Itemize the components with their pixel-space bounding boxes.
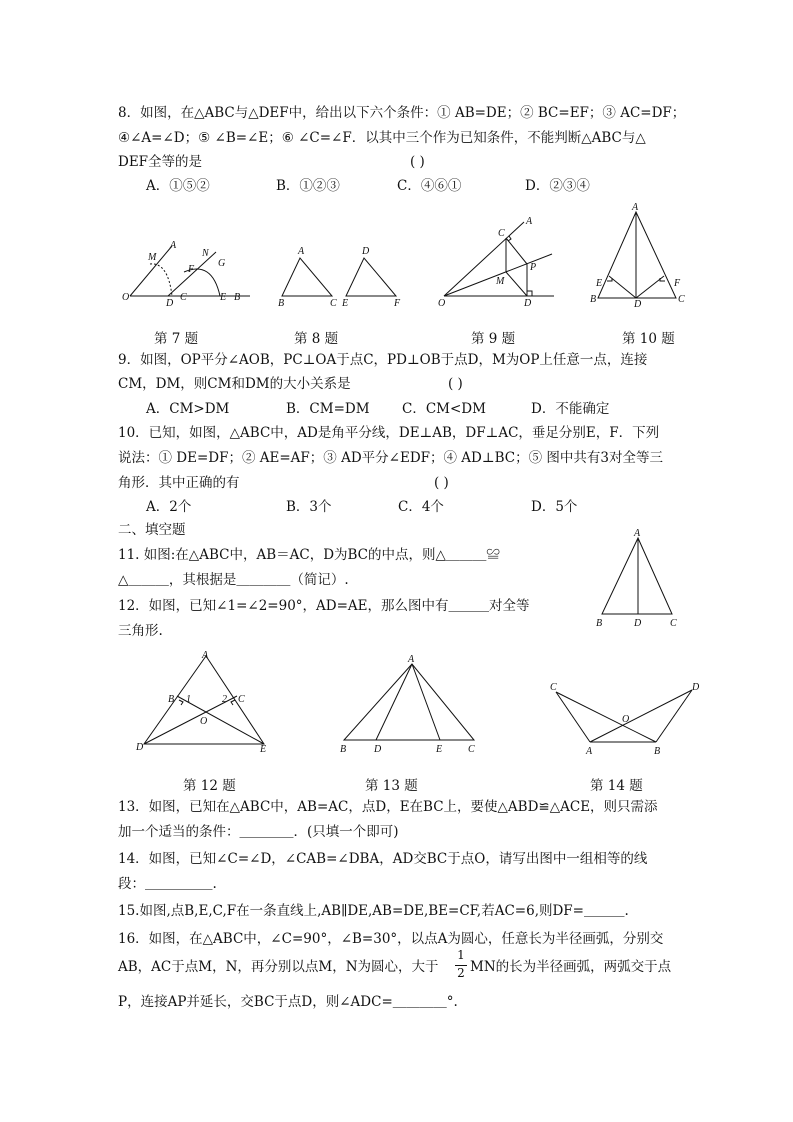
figure-10 xyxy=(590,202,690,310)
f7-label-m: M xyxy=(148,252,157,263)
q13-line1: 13．如图，已知在△ABC中，AB=AC，点D，E在BC上，要使△ABD≌△ACE，则只需添 xyxy=(118,799,658,815)
f7-label-c: C xyxy=(180,292,187,303)
q8-option-a: A．①⑤② xyxy=(146,178,210,194)
q16-line2a: AB，AC于点M，N，再分别以点M，N为圆心，大于 xyxy=(118,959,439,975)
q8-option-d: D．②③④ xyxy=(525,178,590,194)
f13-label-b: B xyxy=(340,744,347,755)
caption-q8: 第 8 题 xyxy=(294,331,339,347)
f8-label-d: D xyxy=(362,246,370,257)
q16-line2b: MN的长为半径画弧，两弧交于点 xyxy=(470,959,672,975)
q16-line1: 16．如图，在△ABC中，∠C=90°，∠B=30°，以点A为圆心，任意长为半径画弧，分别交 xyxy=(118,931,664,947)
f10-label-e: E xyxy=(596,278,603,289)
q9-option-c: C．CM<DM xyxy=(402,401,486,417)
caption-q7: 第 7 题 xyxy=(154,331,199,347)
q14-line2: 段：＿＿＿＿＿. xyxy=(118,876,217,892)
f14-label-o: O xyxy=(622,714,630,725)
f12-label-o: O xyxy=(200,716,208,727)
q10-answer-paren: ( ) xyxy=(434,475,449,491)
caption-q13: 第 13 题 xyxy=(365,778,418,794)
figure-12 xyxy=(134,648,279,758)
f7-label-o: O xyxy=(122,292,130,303)
q9-option-a: A．CM>DM xyxy=(146,401,230,417)
q8-answer-paren: ( ) xyxy=(410,154,425,170)
f8-label-a: A xyxy=(298,246,305,257)
f10-label-f: F xyxy=(674,278,681,289)
q10-line2: 说法：① DE=DF；② AE=AF；③ AD平分∠EDF；④ AD⊥BC；⑤ 图中共有3对全等三 xyxy=(118,450,663,466)
f9-label-p: P xyxy=(530,262,537,273)
q13-line2: 加一个适当的条件：＿＿＿＿．(只填一个即可) xyxy=(118,824,399,840)
q10-line3: 角形．其中正确的有 xyxy=(118,475,240,491)
q10-option-c: C．4个 xyxy=(398,499,444,515)
q8-line2: ④∠A=∠D；⑤ ∠B=∠E；⑥ ∠C=∠F．以其中三个作为已知条件，不能判断△ABC与△ xyxy=(118,130,646,146)
q12-line1: 12．如图，已知∠1=∠2=90°，AD=AE，那么图中有＿＿＿对全等 xyxy=(118,598,530,614)
q14-line1: 14．如图，已知∠C=∠D，∠CAB=∠DBA，AD交BC于点O，请写出图中一组相等的线 xyxy=(118,851,648,867)
f14-label-d: D xyxy=(692,682,700,693)
f9-label-o: O xyxy=(438,298,446,309)
f11-label-c: C xyxy=(670,618,677,629)
f8-label-b: B xyxy=(278,298,285,309)
f12-label-d: D xyxy=(136,742,144,753)
q16-line3: P，连接AP并延长，交BC于点D，则∠ADC=＿＿＿＿°. xyxy=(118,994,458,1010)
f12-label-c: C xyxy=(238,694,245,705)
f9-label-c: C xyxy=(498,228,505,239)
caption-q10: 第 10 题 xyxy=(622,331,675,347)
q8-line3: DEF全等的是 xyxy=(118,154,203,170)
f10-label-c: C xyxy=(678,294,685,305)
f7-label-f: F xyxy=(188,264,195,275)
f14-label-c: C xyxy=(550,682,557,693)
figure-11 xyxy=(592,528,692,628)
f9-label-m: M xyxy=(496,276,505,287)
f8-label-f: F xyxy=(394,298,401,309)
f10-label-b: B xyxy=(590,294,597,305)
f13-label-d: D xyxy=(374,744,382,755)
f14-label-b: B xyxy=(654,746,661,757)
f9-label-d: D xyxy=(524,298,532,309)
f10-label-a: A xyxy=(632,202,639,213)
f12-label-b: B xyxy=(168,694,175,705)
caption-q12: 第 12 题 xyxy=(183,778,236,794)
f14-label-a: A xyxy=(586,746,593,757)
f7-label-e: E xyxy=(220,292,227,303)
f10-label-d: D xyxy=(634,299,642,310)
q9-answer-paren: ( ) xyxy=(448,376,463,392)
f11-label-b: B xyxy=(596,618,603,629)
f11-label-a: A xyxy=(634,528,641,539)
q8-option-c: C．④⑥① xyxy=(397,178,462,194)
f13-label-a: A xyxy=(408,654,415,665)
figure-14 xyxy=(546,680,706,760)
q10-option-b: B．3个 xyxy=(286,499,332,515)
f8-label-c: C xyxy=(330,298,337,309)
q8-line1: 8．如图，在△ABC与△DEF中，给出以下六个条件：① AB=DE；② BC=EF；③ AC=DF； xyxy=(118,105,686,121)
caption-q14: 第 14 题 xyxy=(590,778,643,794)
q10-line1: 10．已知，如图，△ABC中，AD是角平分线，DE⊥AB，DF⊥AC，垂足分别E，F．下列 xyxy=(118,425,660,441)
f12-label-a: A xyxy=(202,650,209,661)
f7-label-d: D xyxy=(166,298,174,309)
q9-line2: CM，DM，则CM和DM的大小关系是 xyxy=(118,376,351,392)
q8-option-b: B．①②③ xyxy=(276,178,340,194)
f8-label-e: E xyxy=(342,298,349,309)
f12-label-2: 2 xyxy=(222,694,227,705)
f7-label-a: A xyxy=(170,240,177,251)
q9-option-d: D．不能确定 xyxy=(531,401,610,417)
f7-label-n: N xyxy=(202,248,209,259)
q15-line1: 15.如图,点B,E,C,F在一条直线上,AB∥DE,AB=DE,BE=CF,若AC=6,则DF=＿＿＿. xyxy=(118,903,629,919)
q16-fraction-numerator: 1 xyxy=(457,948,465,962)
q11-line1: 11. 如图:在△ABC中，AB＝AC，D为BC的中点，则△＿＿＿≌ xyxy=(118,547,500,563)
f9-label-a: A xyxy=(526,216,533,227)
figure-13 xyxy=(336,650,486,755)
q10-option-d: D．5个 xyxy=(531,499,578,515)
f12-label-e: E xyxy=(260,744,267,755)
f11-label-d: D xyxy=(634,618,642,629)
q9-option-b: B．CM=DM xyxy=(286,401,370,417)
f7-label-b: B xyxy=(234,292,241,303)
q9-line1: 9．如图，OP平分∠AOB，PC⊥OA于点C，PD⊥OB于点D，M为OP上任意一点，连接 xyxy=(118,352,648,368)
q10-option-a: A．2个 xyxy=(146,499,192,515)
f7-label-g: G xyxy=(218,258,226,269)
figure-8 xyxy=(276,244,416,309)
f13-label-c: C xyxy=(468,744,475,755)
q11-line2: △＿＿＿，其根据是＿＿＿＿（简记）. xyxy=(118,572,349,588)
figure-9 xyxy=(434,214,564,309)
f12-label-1: 1 xyxy=(186,694,191,705)
q16-fraction-denominator: 2 xyxy=(457,966,465,980)
figure-7 xyxy=(120,238,270,308)
f13-label-e: E xyxy=(436,744,443,755)
caption-q9: 第 9 题 xyxy=(471,331,516,347)
q12-line2: 三角形. xyxy=(118,623,163,639)
section-title-fill-blank: 二、填空题 xyxy=(118,522,186,538)
